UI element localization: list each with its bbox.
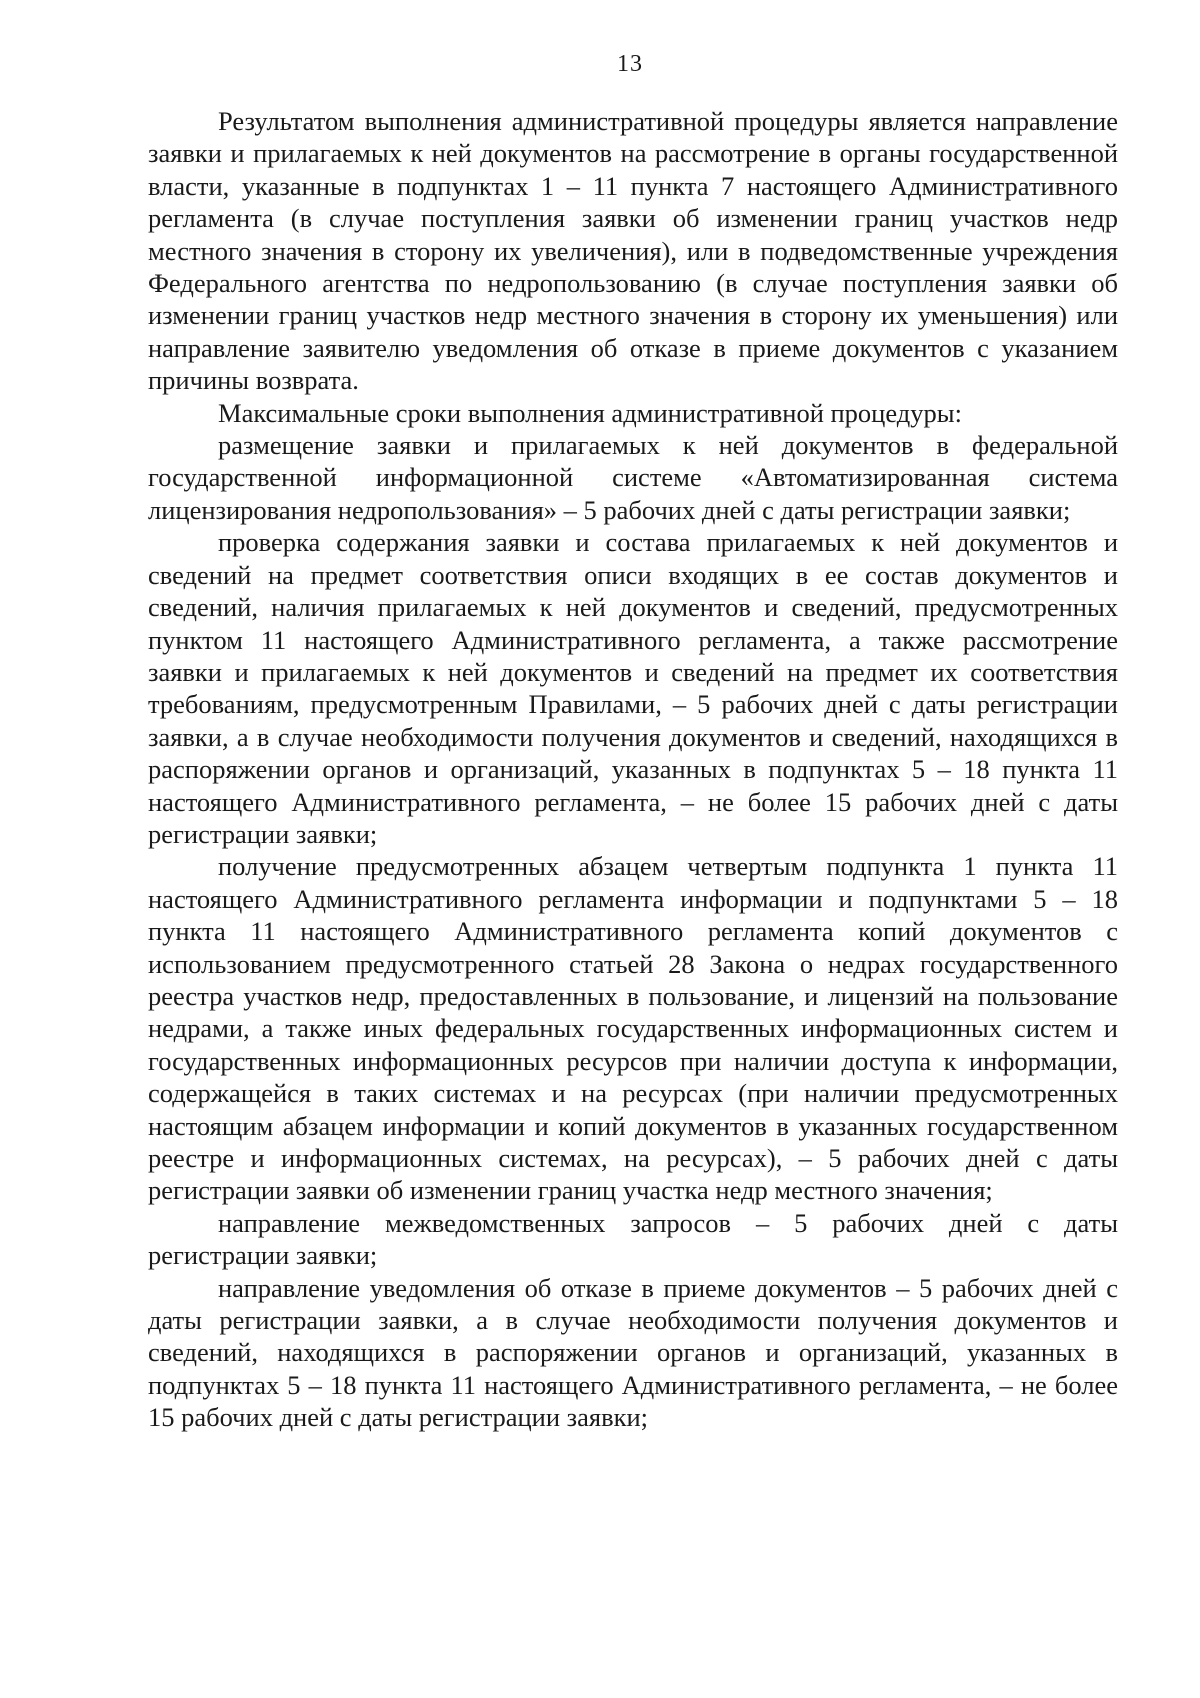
paragraph-max-terms-heading: Максимальные сроки выполнения административной процедуры: bbox=[218, 397, 962, 428]
paragraph-information-term: получение предусмотренных абзацем четвертым подпункта 1 пункта 11 настоящего Административного регламента информации и подпунктами 5 – 18 пункта 11 настоящего Административного регламента копий документов с использованием предусмотренного статьей 28 Закона о недрах государственного реестра участков недр, предоставленных в пользование, и лицензий на пользование недрами, а также иных федеральных государственных информационных систем и государственных информационных ресурсов при наличии доступа к информации, содержащейся в таких системах и на ресурсах (при наличии предусмотренных настоящим абзацем информации и копий документов в указанных государственном реестре и информационных системах, на ресурсах), – 5 рабочих дней с даты регистрации заявки об изменении границ участка недр местного значения; bbox=[148, 851, 1118, 1206]
paragraph-refusal-notice-term: направление уведомления об отказе в приеме документов – 5 рабочих дней с даты регистрации заявки, а в случае необходимости получения документов и сведений, находящихся в распоряжении органов и организаций, указанных в подпунктах 5 – 18 пункта 11 настоящего Административного регламента, – не более 15 рабочих дней с даты регистрации заявки; bbox=[148, 1272, 1118, 1433]
page-number: 13 bbox=[617, 51, 643, 77]
paragraph-placement-term: размещение заявки и прилагаемых к ней документов в федеральной государственной информационной системе «Автоматизированная система лицензирования недропользования» – 5 рабочих дней с даты регистрации заявки; bbox=[148, 430, 1118, 525]
paragraph-result: Результатом выполнения административной процедуры является направление заявки и прилагаемых к ней документов на рассмотрение в органы государственной власти, указанные в подпунктах 1 – 11 пункта 7 настоящего Административного регламента (в случае поступления заявки об изменении границ участков недр местного значения в сторону их увеличения), или в подведомственные учреждения Федерального агентства по недропользованию (в случае поступления заявки об изменении границ участков недр местного значения в сторону их уменьшения) или направление заявителю уведомления об отказе в приеме документов с указанием причины возврата. bbox=[148, 106, 1118, 396]
paragraph-verification-term: проверка содержания заявки и состава прилагаемых к ней документов и сведений на предмет соответствия описи входящих в ее состав документов и сведений, наличия прилагаемых к ней документов и сведений, предусмотренных пунктом 11 настоящего Административного регламента, а также рассмотрение заявки и прилагаемых к ней документов и сведений на предмет их соответствия требованиям, предусмотренным Правилами, – 5 рабочих дней с даты регистрации заявки, а в случае необходимости получения документов и сведений, находящихся в распоряжении органов и организаций, указанных в подпунктах 5 – 18 пункта 11 настоящего Административного регламента, – не более 15 рабочих дней с даты регистрации заявки; bbox=[148, 527, 1118, 849]
paragraph-interagency-requests-term: направление межведомственных запросов – 5 рабочих дней с даты регистрации заявки; bbox=[148, 1207, 1118, 1271]
document-body bbox=[148, 105, 1118, 1434]
